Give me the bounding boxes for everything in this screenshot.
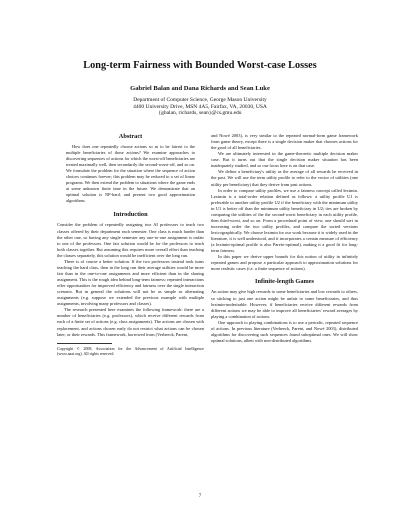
paper-title: Long-term Fairness with Bounded Worst-case Losses <box>83 60 317 71</box>
right-paragraph-4: In order to compare utility profiles, we use a fairness concept called leximin. Leximin is a total-order relation defined as follows: a utility profile U1 is preferable to another utility profile U2 if the beneficiary with the minimum utility in U1 is better off than the minimum utility beneficiary in U2; ties are broken by comparing the utilities of the the second-worst beneficiary in each utility profile, then third-worst, and so on. From a procedural point of view, one should sort in increasing order the two utility profiles, and compare the sorted versions lexicographically. We choose leximin for our work because it is widely used in the literature, it is well understood, and it incorporates a certain measure of efficiency (a leximin-optimal profile is also Pareto-optimal), making it a good fit for long-term fairness. <box>211 187 358 254</box>
right-paragraph-2: We are ultimately interested in the game-theoretic multiple decision maker case. But it turns out that the single decision maker situation has been inadequately studied, and so our focus here is on that case. <box>211 151 358 169</box>
right-column <box>211 133 358 344</box>
abstract-text: How does one repeatedly choose actions so as to be fairest to the multiple beneficiaries of those actions? We examine approaches to discovering sequences of actions for which the worst-off beneficiaries are treated maximally well, then secondarily the second-worst-off, and so on. We formulate the problem for the situation where the sequence of action choices continues forever; this problem may be reduced to a set of linear programs. We then extend the problem to situations where the game ends at some unknown finite time in the future. We demonstrate that an optimal solution is NP-hard, and present two good approximation algorithms. <box>66 144 195 204</box>
abstract-body <box>57 144 204 204</box>
infinite-games-heading: Infinite-length Games <box>255 278 314 286</box>
footnote-rule <box>57 343 112 344</box>
intro-paragraph-2: There is of course a better solution. If the two professors instead took turns teaching the hard class, then in the long run their average utilities would be more fair than in the one-to-one assignments and more efficient than in the sharing assignment. This is the rough idea behind long-term fairness: repeated interactions offer opportunities for improved efficiency and fairness over the single interaction scenario. But in general the solutions will not be as simple as alternating assignments (e.g. suppose we extended the previous example with multiple assignments, involving many professors and classes). <box>57 258 204 307</box>
affiliation-email: {gbalan, richards, sean}@cs.gmu.edu <box>158 110 242 116</box>
right-paragraph-6: An action may give high rewards to some beneficiaries and low rewards to others, so sticking to just one action might be unfair to some beneficiaries, and thus leximin-undesirable. However, if beneficiaries receive different rewards from different actions we may be able to improve all beneficiaries' reward averages by playing a combination of actions. <box>211 289 358 319</box>
paper-authors: Gabriel Balan and Dana Richards and Sean Luke <box>130 85 270 92</box>
intro-paragraph-1: Consider the problem of repeatedly assigning two AI professors to teach two classes offered by their department each semester. One class is much harder than the other one, so having any single semester any one-to-one assignment is unfair to one of the professors. One fair solution would be for the professors to teach both classes together. But assuming this requires more overall effort than teaching the classes separately, this solution would be inefficient over the long run. <box>57 222 204 258</box>
right-paragraph-1: and Nowé 2003), is very similar to the repeated normal-form game framework from game theory, except there is a single decision maker that chooses actions for the good of all beneficiaries. <box>211 133 358 151</box>
copyright-footnote: Copyright © 2008, Association for the Advancement of Artificial Intelligence (www.aaai.org). All rights reserved. <box>57 345 204 356</box>
right-paragraph-7: One approach to playing combinations is to use a periodic, repeated sequence of actions. In previous literature (Verbeeck, Parent, and Nowé 2003), distributed algorithms for discovering such sequences found suboptimal ones. We will show optimal solutions, albeit with non-distributed algorithms. <box>211 319 358 343</box>
left-column <box>57 133 204 356</box>
intro-paragraph-3: The research presented here examines the following framework: there are a number of beneficiaries (e.g. professors), which receive different rewards from each of a finite set of actions (e.g. class assignments). The actions are chosen with replacement, and actions chosen early do not restrict what actions can be chosen later, or their rewards. This framework, borrowed from (Verbeeck, Parent, <box>57 307 204 337</box>
abstract-heading: Abstract <box>118 133 143 140</box>
page-number: 7 <box>198 494 202 499</box>
right-paragraph-5: In this paper we derive upper bounds for this notion of utility in infinitely repeated games and propose a particular approach to approximation solutions for more realistic cases (i.e. a finite sequence of actions). <box>211 254 358 272</box>
affiliation-line-1: Department of Computer Science, George Mason University <box>133 97 267 103</box>
affiliation-line-2: 4400 University Drive, MSN 4A5, Fairfax, VA, 20030, USA <box>133 103 267 110</box>
right-paragraph-3: We define a beneficiary's utility as the average of all rewards he received in the past. We will use the term utility profile to refer to the vector of utilities (one utility per beneficiary) that they derive from past actions. <box>211 169 358 187</box>
introduction-heading: Introduction <box>113 211 148 219</box>
